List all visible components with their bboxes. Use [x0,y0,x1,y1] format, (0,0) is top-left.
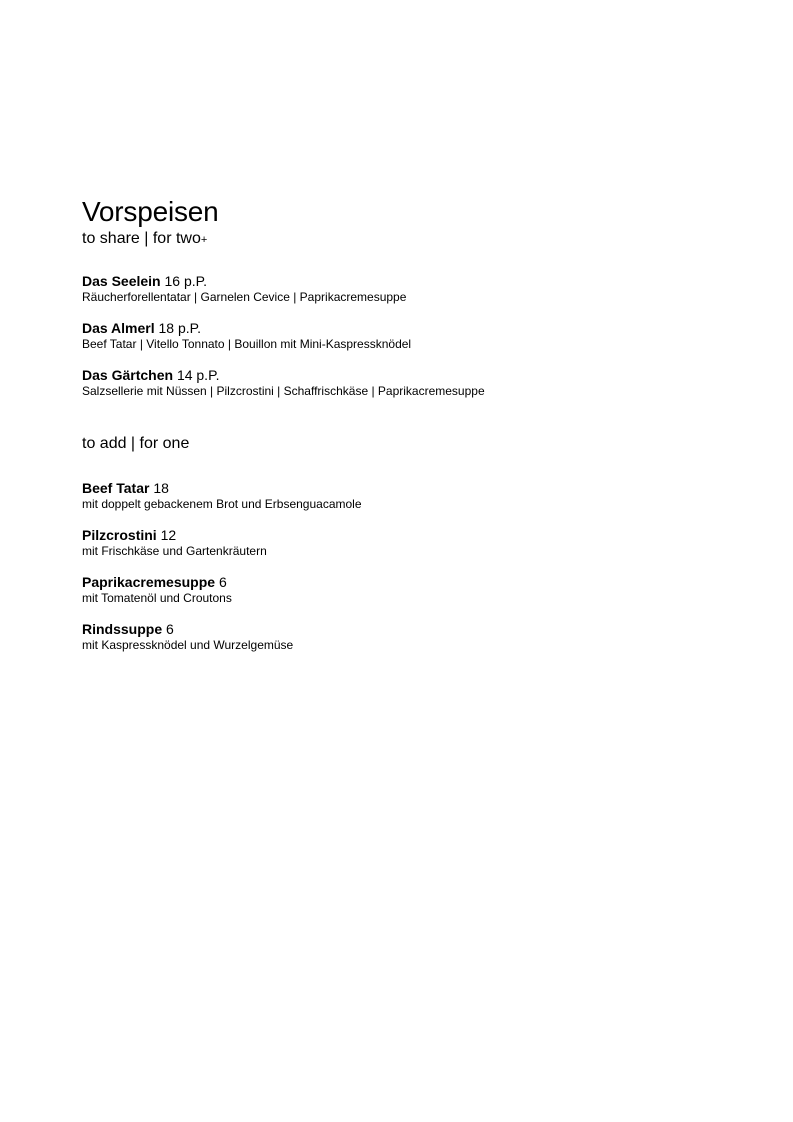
menu-item [82,366,762,399]
menu-item-name: Pilzcrostini [82,527,157,543]
menu-item-name: Rindssuppe [82,621,163,637]
menu-item-name: Paprikacremesuppe [82,574,216,590]
add-section [82,479,762,653]
menu-item-name: Beef Tatar [82,480,150,496]
menu-item [82,479,762,512]
menu-item-heading [82,526,762,544]
menu-item-description: mit Frischkäse und Gartenkräutern [82,544,267,558]
subtitle-text: to share | for two [82,230,201,247]
menu-item-price: 18 p.P. [158,320,202,336]
menu-item [82,319,762,352]
menu-item [82,272,762,305]
menu-item-name: Das Seelein [82,273,161,289]
menu-subtitle [82,228,762,251]
menu-item-heading [82,573,762,591]
menu-item-name: Das Gärtchen [82,367,174,383]
menu-item-description: mit Tomatenöl und Croutons [82,591,232,605]
menu-page [82,194,762,667]
menu-item-heading [82,319,762,337]
add-section-heading: to add | for one [82,435,190,452]
menu-item [82,526,762,559]
menu-item-price: 12 [160,527,177,543]
menu-item-description: Beef Tatar | Vitello Tonnato | Bouillon mit Mini-Kaspressknödel [82,337,412,351]
menu-item-description: Salzsellerie mit Nüssen | Pilzcrostini | Schaffrischkäse | Paprikacremesuppe [82,384,485,398]
menu-title: Vorspeisen [82,196,219,227]
menu-item-description: mit Kaspressknödel und Wurzelgemüse [82,638,294,652]
menu-item-description: mit doppelt gebackenem Brot und Erbsenguacamole [82,497,362,511]
menu-item-heading [82,366,762,384]
menu-item [82,573,762,606]
menu-item-name: Das Almerl [82,320,155,336]
menu-item-price: 18 [153,480,169,496]
menu-item-price: 6 [218,574,227,590]
share-section [82,272,762,399]
menu-item-price: 14 p.P. [176,367,220,383]
menu-item-price: 6 [166,621,174,637]
menu-item-heading [82,272,762,290]
menu-item [82,620,762,653]
menu-item-description: Räucherforellentatar | Garnelen Cevice | Paprikacremesuppe [82,290,407,304]
menu-item-heading [82,479,762,497]
subtitle-plus: + [200,234,208,246]
menu-item-heading [82,620,762,638]
menu-item-price: 16 p.P. [164,273,208,289]
